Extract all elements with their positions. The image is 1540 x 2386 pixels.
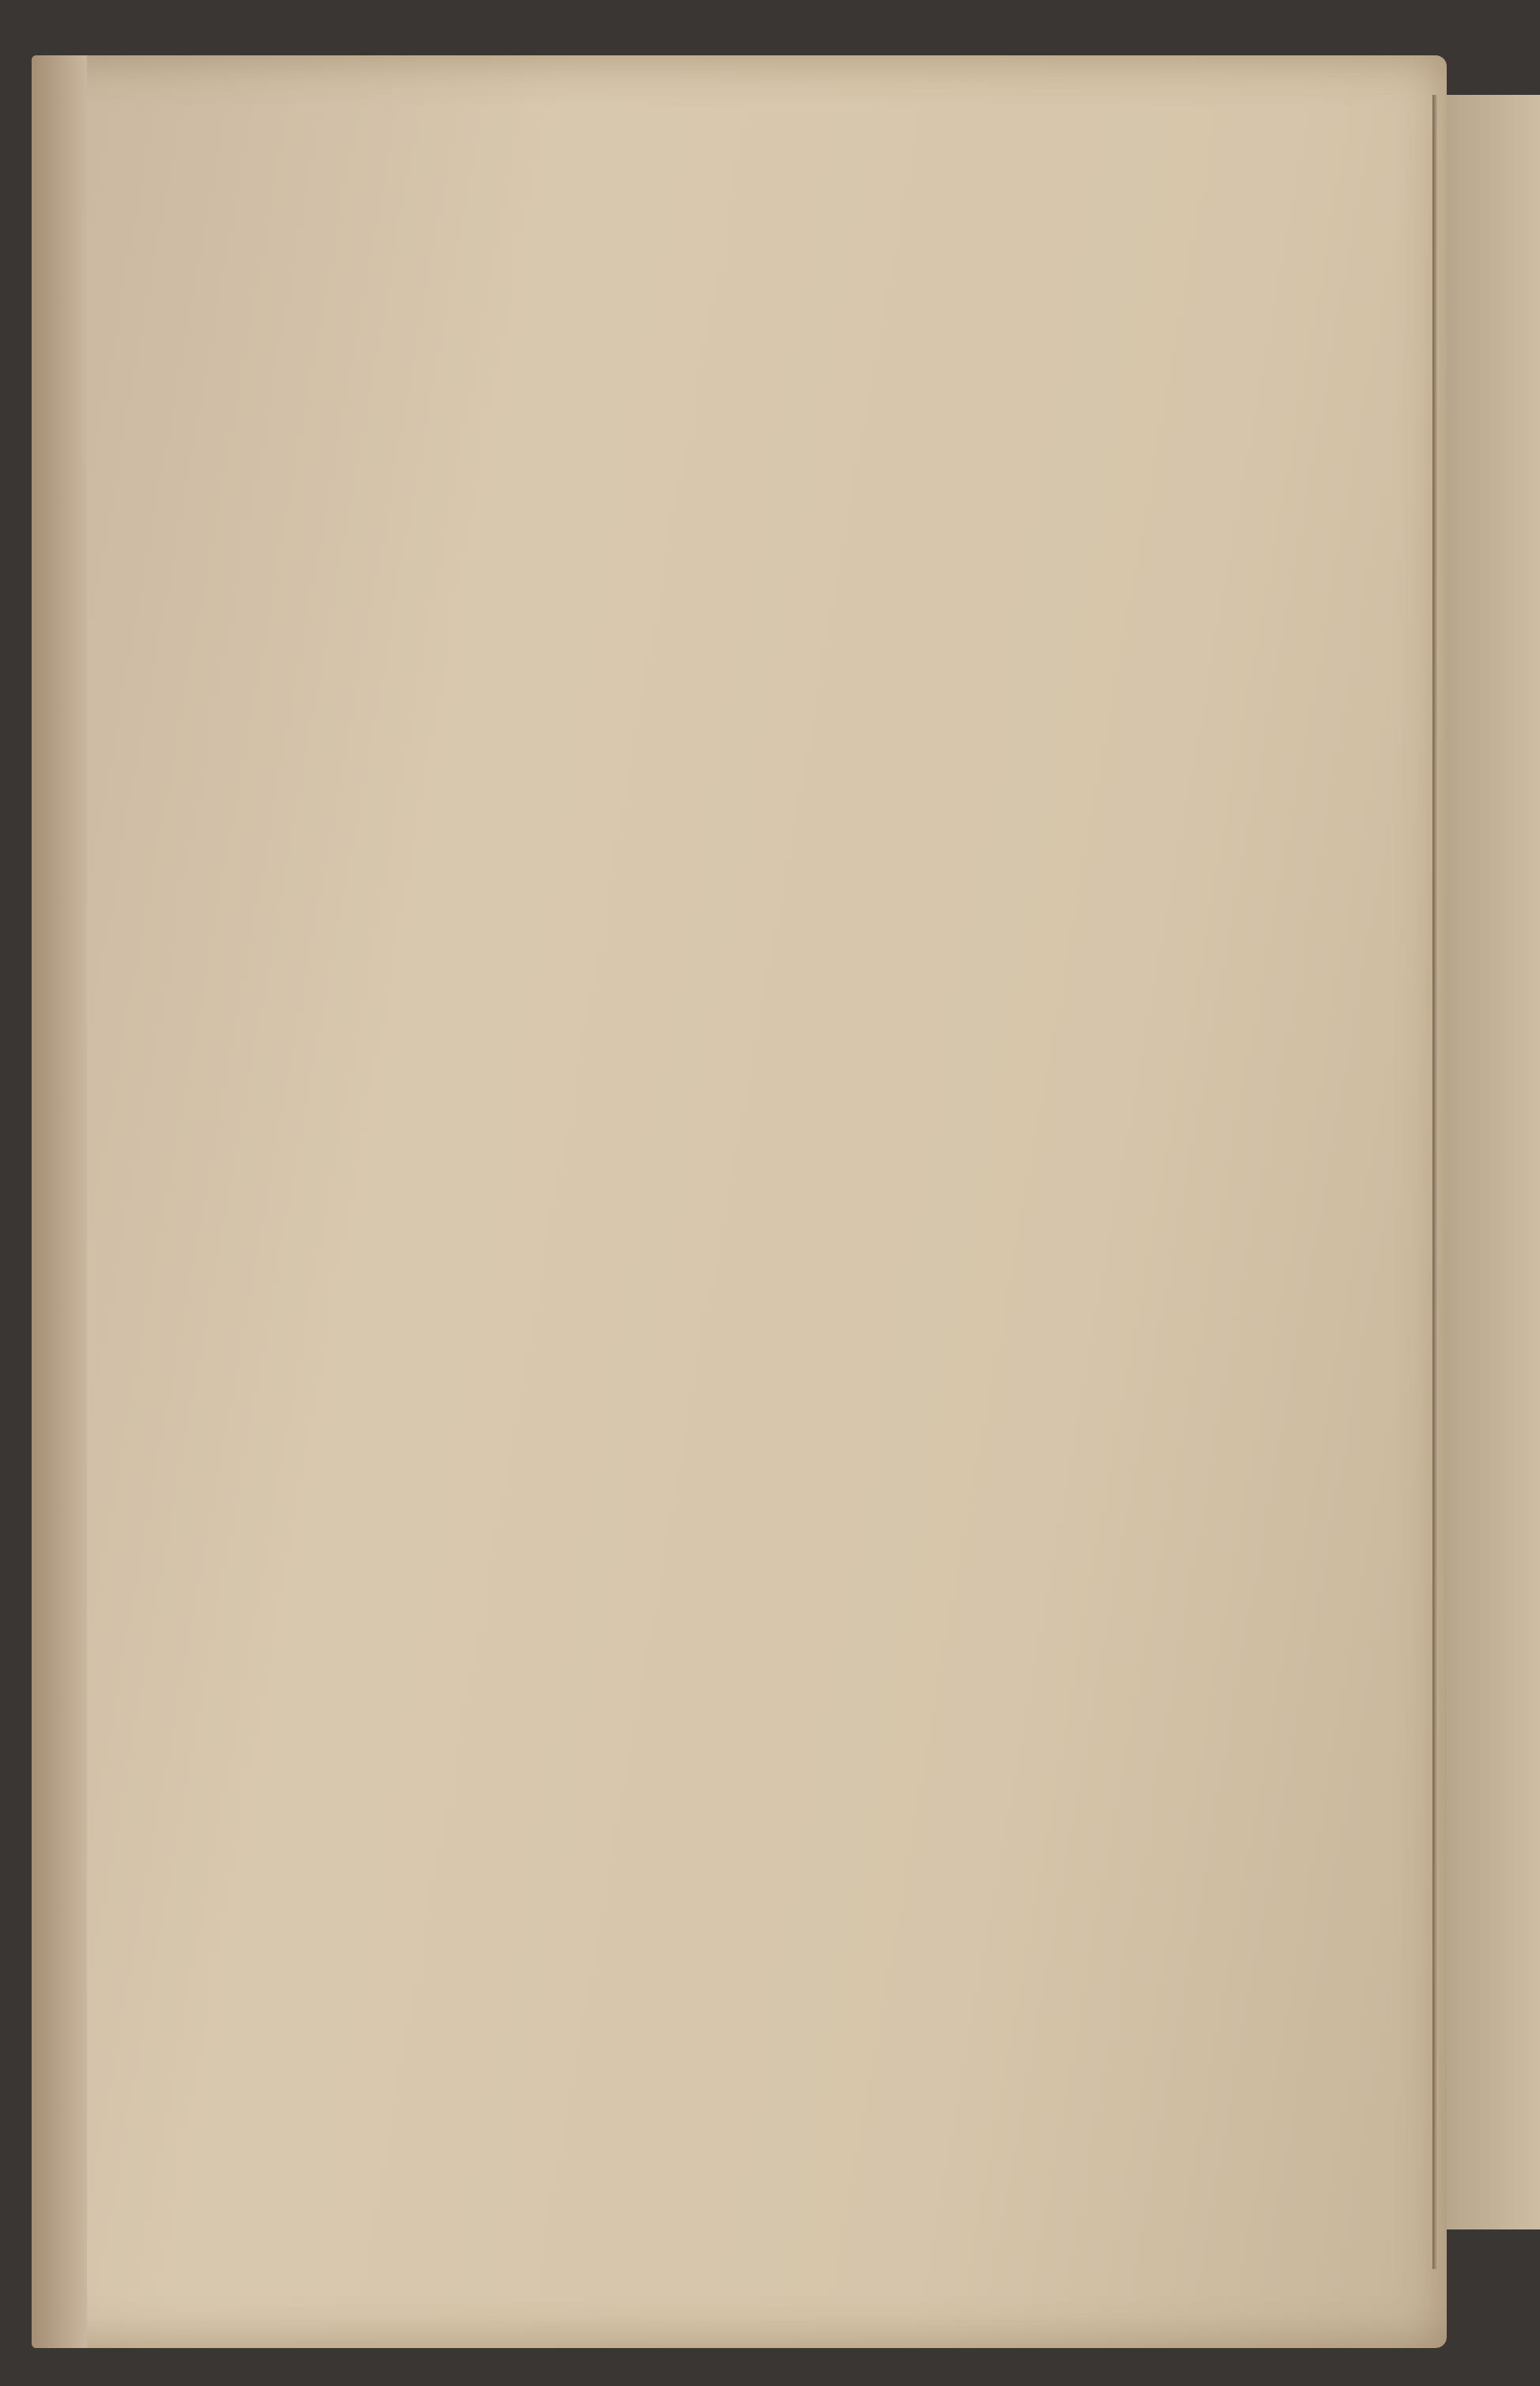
page-fore-edge xyxy=(1432,95,1437,2269)
book-page xyxy=(32,55,1447,2348)
facing-page-edge xyxy=(1447,95,1540,2229)
running-head xyxy=(403,126,1336,170)
page-gutter-edge xyxy=(32,55,87,2348)
